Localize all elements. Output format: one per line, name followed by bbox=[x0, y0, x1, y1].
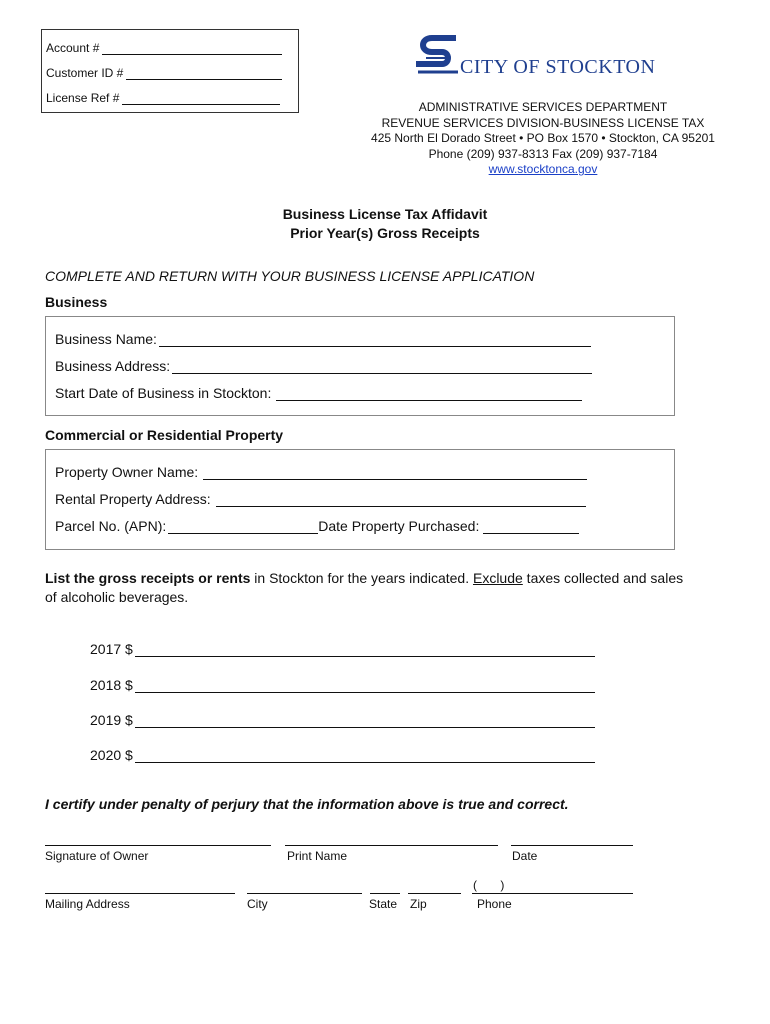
stockton-s-logo-icon bbox=[412, 34, 462, 76]
year-2020-row bbox=[90, 747, 595, 763]
account-number-label: Account # bbox=[46, 41, 100, 55]
year-2017-amount-field[interactable] bbox=[135, 656, 595, 657]
start-date-field[interactable] bbox=[276, 400, 582, 401]
year-2019-row bbox=[90, 712, 595, 728]
date-purchased-label: Date Property Purchased: bbox=[318, 518, 480, 534]
gross-intro-middle: in Stockton for the years indicated. bbox=[250, 570, 473, 586]
gross-receipts-instructions bbox=[45, 569, 695, 607]
property-owner-row bbox=[55, 464, 587, 480]
city-logo bbox=[412, 34, 712, 84]
year-label: 2018 $ bbox=[90, 677, 133, 693]
phone-area-code-parens: ( ) bbox=[473, 878, 505, 892]
customer-id-field[interactable] bbox=[126, 79, 282, 80]
property-section-box bbox=[45, 449, 675, 550]
division-line: REVENUE SERVICES DIVISION-BUSINESS LICENSE TAX bbox=[381, 115, 705, 130]
business-section-heading: Business bbox=[45, 294, 108, 310]
city-label: City bbox=[247, 897, 268, 911]
account-info-box bbox=[41, 29, 299, 113]
phone-line: Phone (209) 937-8313 Fax (209) 937-7184 bbox=[428, 146, 658, 161]
date-purchased-field[interactable] bbox=[483, 533, 579, 534]
rental-address-row bbox=[55, 491, 586, 507]
business-address-label: Business Address: bbox=[55, 358, 171, 374]
license-ref-row bbox=[46, 91, 280, 105]
business-address-row bbox=[55, 358, 592, 374]
year-2017-row bbox=[90, 641, 595, 657]
certification-statement: I certify under penalty of perjury that the information above is true and correct. bbox=[45, 796, 569, 812]
parcel-row bbox=[55, 518, 579, 534]
phone-label: Phone bbox=[477, 897, 512, 911]
mailing-address-label: Mailing Address bbox=[45, 897, 130, 911]
business-name-field[interactable] bbox=[159, 346, 591, 347]
owner-signature-label: Signature of Owner bbox=[45, 849, 149, 863]
gross-intro-end: taxes collected and sales of alcoholic beverages. bbox=[45, 570, 684, 605]
license-ref-field[interactable] bbox=[122, 104, 280, 105]
start-date-row bbox=[55, 385, 582, 401]
year-2018-amount-field[interactable] bbox=[135, 692, 595, 693]
customer-id-label: Customer ID # bbox=[46, 66, 124, 80]
business-name-label: Business Name: bbox=[55, 331, 157, 347]
mailing-address-field[interactable] bbox=[45, 893, 235, 894]
property-owner-label: Property Owner Name: bbox=[55, 464, 199, 480]
form-title-line1: Business License Tax Affidavit bbox=[282, 206, 488, 222]
property-section-heading: Commercial or Residential Property bbox=[45, 427, 284, 443]
year-2018-row bbox=[90, 677, 595, 693]
account-number-row bbox=[46, 41, 282, 55]
year-2019-amount-field[interactable] bbox=[135, 727, 595, 728]
zip-field[interactable] bbox=[408, 893, 461, 894]
department-info bbox=[330, 100, 756, 178]
form-title bbox=[0, 205, 770, 243]
form-title-line2: Prior Year(s) Gross Receipts bbox=[290, 225, 480, 241]
city-name-text: CITY OF STOCKTON bbox=[460, 56, 656, 78]
parcel-field[interactable] bbox=[168, 533, 318, 534]
rental-address-field[interactable] bbox=[216, 506, 586, 507]
zip-label: Zip bbox=[410, 897, 427, 911]
owner-signature-field[interactable] bbox=[45, 845, 271, 846]
state-field[interactable] bbox=[370, 893, 400, 894]
start-date-label: Start Date of Business in Stockton: bbox=[55, 385, 272, 401]
print-name-field[interactable] bbox=[285, 845, 498, 846]
business-section-box bbox=[45, 316, 675, 416]
account-number-field[interactable] bbox=[102, 54, 282, 55]
gross-intro-exclude: Exclude bbox=[472, 570, 523, 586]
phone-field[interactable] bbox=[472, 893, 633, 894]
customer-id-row bbox=[46, 66, 282, 80]
state-label: State bbox=[369, 897, 398, 911]
year-2020-amount-field[interactable] bbox=[135, 762, 595, 763]
gross-intro-bold: List the gross receipts or rents bbox=[45, 570, 251, 586]
business-address-field[interactable] bbox=[172, 373, 592, 374]
print-name-label: Print Name bbox=[287, 849, 348, 863]
rental-address-label: Rental Property Address: bbox=[55, 491, 211, 507]
property-owner-field[interactable] bbox=[203, 479, 587, 480]
date-field[interactable] bbox=[511, 845, 633, 846]
instruction-text: COMPLETE AND RETURN WITH YOUR BUSINESS LICENSE APPLICATION bbox=[45, 268, 535, 284]
license-ref-label: License Ref # bbox=[46, 91, 120, 105]
date-label: Date bbox=[512, 849, 538, 863]
parcel-label: Parcel No. (APN): bbox=[55, 518, 167, 534]
year-label: 2019 $ bbox=[90, 712, 133, 728]
year-label: 2020 $ bbox=[90, 747, 133, 763]
address-line: 425 North El Dorado Street • PO Box 1570 • Stockton, CA 95201 bbox=[371, 131, 715, 145]
department-line: ADMINISTRATIVE SERVICES DEPARTMENT bbox=[418, 100, 668, 114]
business-name-row bbox=[55, 331, 591, 347]
website-link[interactable]: www.stocktonca.gov bbox=[488, 162, 598, 176]
year-label: 2017 $ bbox=[90, 641, 133, 657]
city-field[interactable] bbox=[247, 893, 362, 894]
